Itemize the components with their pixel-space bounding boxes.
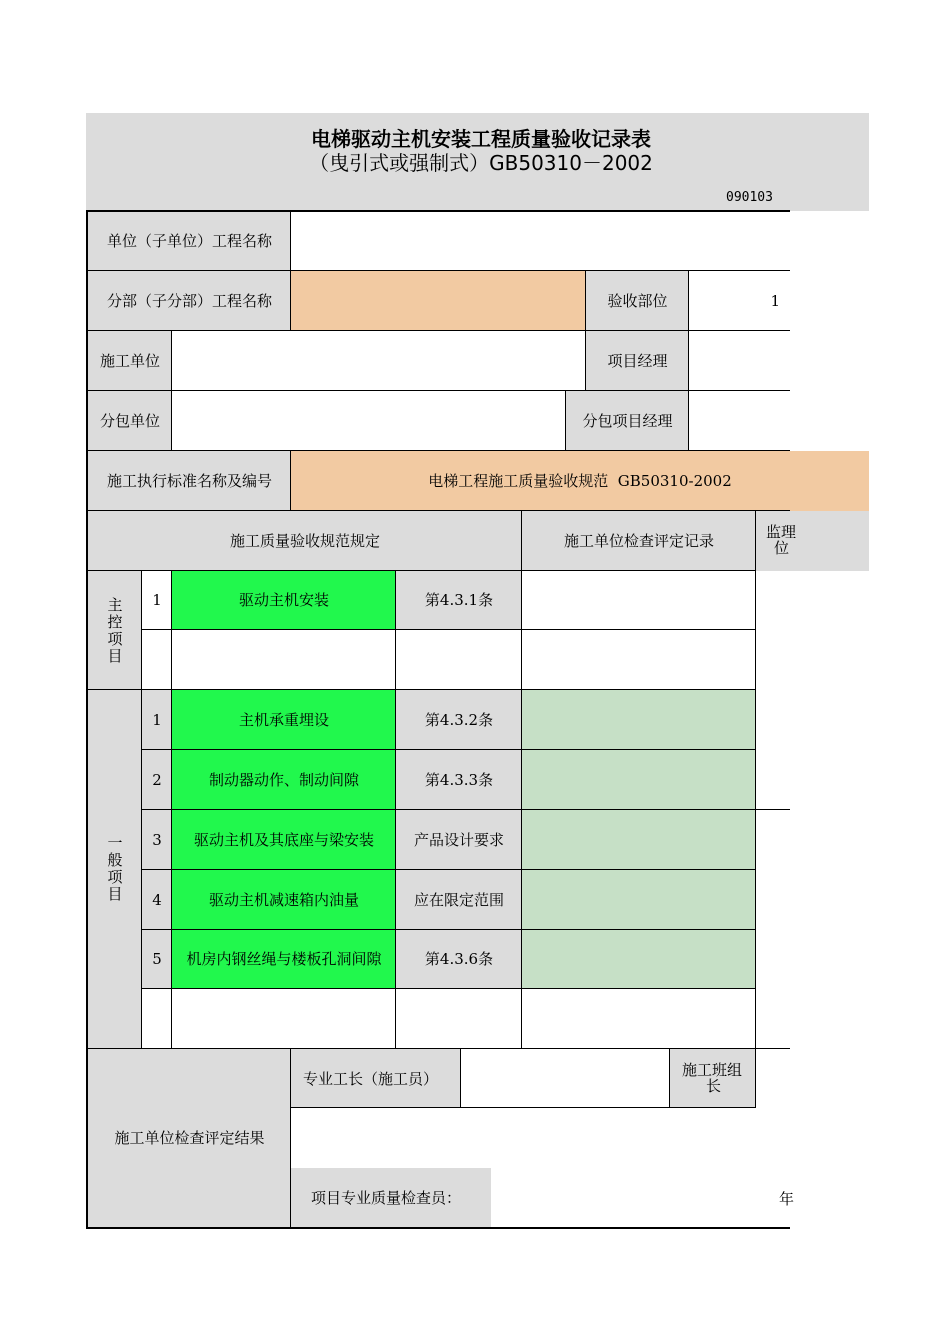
general-item-name: 机房内钢丝绳与楼板孔洞间隙	[172, 930, 396, 989]
subcontractor-value[interactable]	[172, 391, 566, 451]
grid-line	[88, 270, 790, 271]
team-leader-label	[670, 1049, 756, 1108]
main-control-char: 项	[107, 629, 123, 648]
form-code: 090103	[726, 190, 773, 205]
contractor-record-header: 施工单位检查评定记录	[522, 511, 756, 571]
form-subtitle: （曳引式或强制式）GB50310－2002	[309, 151, 653, 175]
main-control-label	[88, 571, 142, 690]
form-title: 电梯驱动主机安装工程质量验收记录表	[311, 127, 651, 151]
grid-line	[142, 929, 756, 930]
supervisor-header	[756, 511, 869, 571]
main-item-name: 驱动主机安装	[172, 571, 396, 630]
grid-line	[142, 869, 756, 870]
supervisor-header-line1: 监理	[766, 523, 797, 541]
main-item-no: 1	[152, 591, 162, 610]
grid-line	[565, 391, 566, 451]
inspector-label: 项目专业质量检查员：	[291, 1168, 491, 1227]
unit-project-value[interactable]	[291, 212, 790, 271]
general-item-record[interactable]	[522, 930, 756, 989]
general-item-no: 1	[142, 690, 172, 750]
sub-project-manager-label: 分包项目经理	[566, 391, 689, 451]
standard-label: 施工执行标准名称及编号	[88, 451, 291, 511]
main-control-char: 目	[107, 646, 123, 665]
grid-line	[290, 1049, 291, 1228]
general-item-record[interactable]	[522, 870, 756, 930]
general-item-no: 2	[142, 750, 172, 810]
result-label: 施工单位检查评定结果	[88, 1049, 291, 1227]
main-control-char: 控	[107, 612, 123, 631]
grid-line	[88, 330, 790, 331]
table-border-left	[86, 210, 88, 1229]
acceptance-part-label: 验收部位	[586, 271, 689, 331]
grid-line	[290, 451, 291, 511]
grid-line	[395, 571, 396, 1049]
general-item-no: 4	[142, 870, 172, 930]
general-item-record[interactable]	[522, 810, 756, 870]
general-char: 般	[107, 851, 123, 869]
main-item-record[interactable]	[522, 571, 756, 630]
project-manager-label: 项目经理	[586, 331, 689, 391]
general-item-clause: 产品设计要求	[396, 810, 522, 870]
grid-line	[171, 331, 172, 451]
general-item-clause: 第4.3.6条	[396, 930, 522, 989]
grid-line	[142, 988, 756, 989]
spec-column-header: 施工质量验收规范规定	[88, 511, 522, 571]
general-item-record[interactable]	[522, 750, 756, 810]
project-manager-value[interactable]	[689, 331, 790, 391]
grid-line	[688, 271, 689, 451]
grid-line	[142, 749, 756, 750]
general-item-no: 5	[142, 930, 172, 989]
team-leader-line2: 长	[706, 1077, 722, 1095]
grid-line	[88, 689, 756, 690]
grid-line	[88, 510, 790, 511]
general-char: 一	[107, 834, 123, 852]
table-border-bottom	[86, 1227, 790, 1229]
supervisor-header-line2: 位	[774, 539, 790, 557]
table-border-top	[86, 210, 790, 212]
general-item-clause: 第4.3.3条	[396, 750, 522, 810]
acceptance-part-value[interactable]: 1	[770, 291, 780, 310]
general-char: 目	[107, 885, 123, 903]
main-item-clause: 第4.3.1条	[396, 571, 522, 630]
general-item-clause: 应在限定范围	[396, 870, 522, 930]
general-item-clause: 第4.3.2条	[396, 690, 522, 750]
general-item-name: 驱动主机及其底座与梁安装	[172, 810, 396, 870]
grid-line	[460, 1049, 461, 1108]
general-item-name: 主机承重埋设	[172, 690, 396, 750]
grid-line	[88, 390, 790, 391]
unit-project-label: 单位（子单位）工程名称	[88, 212, 291, 271]
grid-line	[585, 271, 586, 391]
contractor-value[interactable]	[172, 331, 586, 391]
subcontractor-label: 分包单位	[88, 391, 172, 451]
general-item-no: 3	[142, 810, 172, 870]
general-char: 项	[107, 868, 123, 886]
grid-line	[88, 570, 756, 571]
grid-line	[521, 511, 522, 1049]
standard-value[interactable]: 电梯工程施工质量验收规范 GB50310-2002	[291, 451, 869, 511]
grid-line	[88, 450, 790, 451]
general-item-name: 制动器动作、制动间隙	[172, 750, 396, 810]
grid-line	[142, 809, 790, 810]
foreman-label: 专业工长（施工员）	[291, 1049, 461, 1108]
general-label	[88, 690, 142, 1048]
foreman-value[interactable]	[461, 1049, 670, 1108]
grid-line	[142, 629, 756, 630]
team-leader-line1: 施工班组	[682, 1061, 743, 1079]
grid-line	[290, 271, 291, 331]
grid-line	[141, 571, 142, 1049]
grid-line	[755, 511, 756, 1108]
sub-project-manager-value[interactable]	[689, 391, 790, 451]
contractor-label: 施工单位	[88, 331, 172, 391]
general-item-record[interactable]	[522, 690, 756, 750]
grid-line	[88, 1048, 790, 1049]
sub-project-value[interactable]	[291, 271, 586, 331]
sub-project-label: 分部（子分部）工程名称	[88, 271, 291, 331]
grid-line	[290, 211, 291, 271]
grid-line	[669, 1049, 670, 1108]
general-item-name: 驱动主机减速箱内油量	[172, 870, 396, 930]
main-control-char: 主	[107, 595, 123, 614]
date-year: 年	[779, 1190, 795, 1208]
grid-line	[291, 1107, 756, 1108]
grid-line	[171, 571, 172, 1049]
